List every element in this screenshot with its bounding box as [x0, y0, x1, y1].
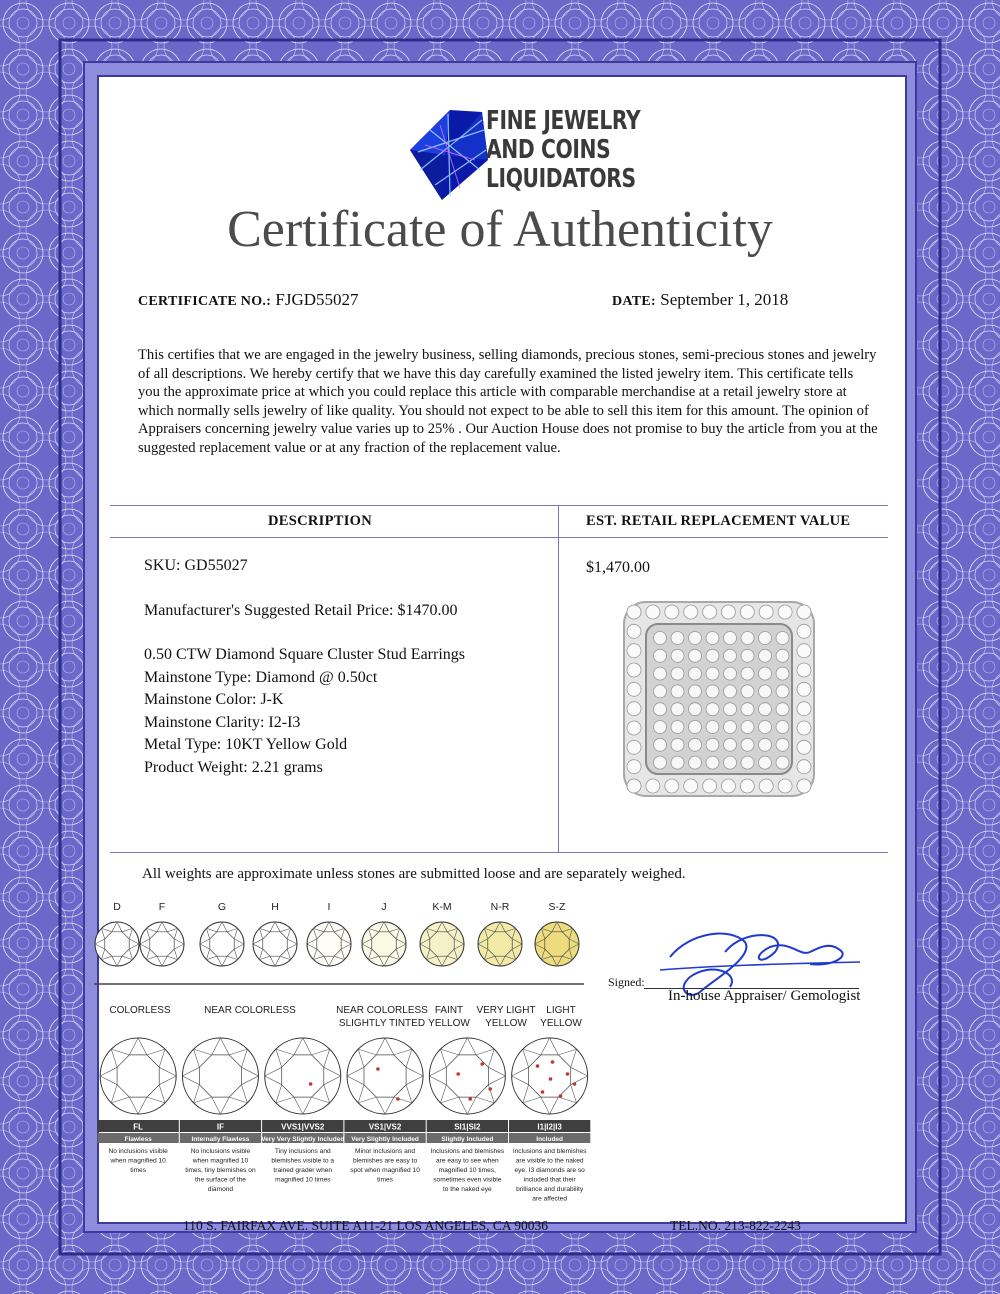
table-header-rule: [110, 537, 888, 538]
inclusion-mark: [549, 1077, 553, 1081]
pave-stone: [689, 667, 702, 680]
pave-stone: [759, 738, 772, 751]
pave-stone: [759, 649, 772, 662]
halo-stone: [797, 605, 811, 619]
clarity-description: Inclusions and blemishes: [430, 1148, 505, 1155]
inclusion-mark: [541, 1090, 545, 1094]
inclusion-mark: [468, 1097, 472, 1101]
color-group-label: YELLOW: [428, 1018, 470, 1029]
pave-stone: [671, 703, 684, 716]
halo-stone: [759, 779, 773, 793]
color-grade-diamond: [478, 922, 522, 966]
color-grade-label: H: [271, 901, 279, 913]
detail-line: 0.50 CTW Diamond Square Cluster Stud Earrings: [144, 646, 465, 663]
clarity-grade-diamond: [512, 1038, 588, 1114]
clarity-description: the surface of the: [194, 1176, 246, 1184]
halo-stone: [703, 779, 717, 793]
certification-statement: This certifies that we are engaged in the jewelry business, selling diamonds, precious stones, semi-precious stones and jewelry of all descriptions. We hereby certify that we have this day carefully examined the listed jewelry item. This certificate tells you the approximate price at which you could replace this article with comparable merchandise at a retail jewelry store at which normally sells jewelry of like quality. You should not expect to be able to sell this item for this amount. The opinion of Appraisers concerning jewelry value varies up to 25% . Our Auction House does not promise to buy the article from you at the suggested replacement value or at any fraction of the replacement value.: [138, 347, 878, 456]
color-grade-label: G: [217, 901, 227, 913]
color-grade-label: K-M: [432, 901, 452, 913]
pave-stone: [689, 756, 702, 769]
color-grade-label: S-Z: [548, 901, 566, 913]
certificate-date-value: September 1, 2018: [660, 290, 789, 309]
color-group-label: FAINT: [434, 1005, 464, 1016]
appraiser-title: In-house Appraiser/ Gemologist: [668, 988, 861, 1004]
halo-stone: [646, 605, 660, 619]
pave-stone: [776, 756, 789, 769]
pave-stone: [741, 685, 754, 698]
pave-stone: [759, 703, 772, 716]
pave-stone: [654, 632, 667, 645]
pave-stone: [706, 667, 719, 680]
pave-stone: [689, 632, 702, 645]
pave-stone: [776, 649, 789, 662]
clarity-description: trained grader when: [273, 1167, 333, 1174]
clarity-grade-diamond: [429, 1038, 505, 1114]
color-group-label: VERY LIGHT: [476, 1005, 536, 1016]
inclusion-mark: [376, 1067, 380, 1071]
color-group-label: LIGHT: [546, 1005, 576, 1016]
clarity-name: Internally Flawless: [191, 1136, 250, 1143]
clarity-description: brilliance and durability: [516, 1186, 584, 1193]
clarity-description: included that their: [523, 1176, 576, 1184]
pave-stone: [671, 649, 684, 662]
clarity-code: SI1|SI2: [454, 1122, 481, 1132]
table-bottom-rule: [110, 852, 888, 853]
halo-stone: [778, 779, 792, 793]
clarity-code: VVS1|VVS2: [281, 1122, 325, 1132]
clarity-description: when magnified 10: [192, 1157, 249, 1165]
clarity-grade-diamond: [100, 1038, 176, 1114]
color-grade-diamond: [307, 922, 351, 966]
inclusion-mark: [488, 1087, 492, 1091]
color-group-label: NEAR COLORLESS: [336, 1005, 428, 1016]
pave-stone: [689, 685, 702, 698]
clarity-description: are easy to see when: [436, 1157, 499, 1165]
clarity-code: I1|I2|I3: [537, 1122, 562, 1132]
msrp: Manufacturer's Suggested Retail Price: $1470.00: [144, 601, 458, 619]
pave-stone: [654, 685, 667, 698]
halo-stone: [797, 740, 811, 754]
color-grade-label: J: [381, 901, 387, 913]
earring-photo: [616, 594, 822, 804]
pave-stone: [776, 685, 789, 698]
certificate-number-label: CERTIFICATE NO.:: [138, 294, 272, 309]
halo-stone: [684, 605, 698, 619]
halo-stone: [778, 605, 792, 619]
clarity-description: No inclusions visible: [190, 1148, 251, 1155]
inclusion-mark: [480, 1062, 484, 1066]
pave-stone: [706, 721, 719, 734]
halo-stone: [627, 702, 641, 716]
color-grade-chart: [92, 896, 592, 1036]
pave-stone: [741, 721, 754, 734]
clarity-description: blemishes are easy to: [352, 1157, 418, 1165]
color-group-label: YELLOW: [540, 1018, 582, 1029]
certificate-date-label: DATE:: [612, 294, 657, 309]
pave-stone: [671, 721, 684, 734]
detail-line: Mainstone Type: Diamond @ 0.50ct: [144, 668, 378, 686]
halo-stone: [797, 702, 811, 716]
table-top-rule: [110, 505, 888, 506]
table-column-divider: [558, 505, 559, 853]
halo-stone: [721, 779, 735, 793]
pave-stone: [689, 649, 702, 662]
pave-stone: [724, 667, 737, 680]
color-grade-diamond: [95, 922, 139, 966]
logo-line-3: LIQUIDATORS: [486, 164, 636, 194]
detail-line: Mainstone Color: J-K: [144, 691, 284, 708]
halo-stone: [740, 605, 754, 619]
clarity-description: to the naked eye: [442, 1186, 492, 1193]
inclusion-mark: [551, 1060, 555, 1064]
halo-stone: [797, 644, 811, 658]
clarity-description: sometimes even visible: [433, 1176, 502, 1184]
footer-phone: TEL.NO. 213-822-2243: [670, 1218, 801, 1233]
pave-stone: [671, 632, 684, 645]
pave-stone: [741, 703, 754, 716]
pave-stone: [724, 632, 737, 645]
pave-stone: [689, 738, 702, 751]
halo-stone: [627, 721, 641, 735]
color-grade-label: N-R: [490, 901, 510, 913]
pave-stone: [776, 632, 789, 645]
halo-stone: [759, 605, 773, 619]
clarity-description: Inclusions and blemishes: [512, 1148, 587, 1155]
item-description: [144, 555, 465, 779]
halo-stone: [797, 624, 811, 638]
footer-address: 110 S. FAIRFAX AVE. SUITE A11-21 LOS ANGELES, CA 90036: [183, 1218, 549, 1233]
company-logo-text: [486, 107, 640, 194]
certificate-number: [138, 290, 359, 310]
certificate-date: [612, 290, 788, 310]
pave-stone: [759, 632, 772, 645]
pave-stone: [741, 649, 754, 662]
sku: SKU: GD55027: [144, 557, 248, 574]
halo-stone: [646, 779, 660, 793]
pave-stone: [706, 685, 719, 698]
clarity-description: magnified 10 times,: [438, 1167, 496, 1174]
halo-stone: [627, 740, 641, 754]
clarity-description: magnified 10 times: [275, 1176, 331, 1184]
halo-stone: [665, 605, 679, 619]
color-grade-diamond: [420, 922, 464, 966]
pave-stone: [724, 721, 737, 734]
pave-stone: [724, 756, 737, 769]
detail-line: Product Weight: 2.21 grams: [144, 758, 323, 776]
halo-stone: [721, 605, 735, 619]
pave-stone: [706, 756, 719, 769]
halo-stone: [797, 721, 811, 735]
pave-stone: [724, 703, 737, 716]
color-grade-diamond: [362, 922, 406, 966]
halo-stone: [703, 605, 717, 619]
detail-line: Mainstone Clarity: I2-I3: [144, 713, 301, 731]
clarity-description: are visible to the naked: [515, 1157, 584, 1165]
pave-stone: [776, 667, 789, 680]
signed-label: Signed:: [608, 975, 645, 989]
detail-line: Metal Type: 10KT Yellow Gold: [144, 736, 348, 753]
clarity-name: Included: [536, 1136, 564, 1143]
color-grade-diamond: [140, 922, 184, 966]
halo-stone: [627, 644, 641, 658]
clarity-description: when magnified 10: [110, 1157, 166, 1165]
replacement-value: $1,470.00: [586, 559, 650, 576]
halo-stone: [797, 760, 811, 774]
pave-stone: [671, 738, 684, 751]
color-group-label: YELLOW: [485, 1018, 527, 1029]
halo-stone: [627, 624, 641, 638]
pave-stone: [759, 721, 772, 734]
clarity-description: No inclusions visible: [108, 1148, 168, 1155]
pave-stone: [689, 721, 702, 734]
color-grade-label: D: [113, 901, 121, 913]
color-group-label: NEAR COLORLESS: [204, 1005, 296, 1016]
clarity-description: times, tiny blemishes on: [185, 1167, 256, 1174]
pave-stone: [654, 721, 667, 734]
pave-stone: [741, 667, 754, 680]
inclusion-mark: [396, 1097, 400, 1101]
pave-stone: [706, 632, 719, 645]
pave-stone: [741, 632, 754, 645]
inclusion-mark: [573, 1082, 577, 1086]
clarity-description: Minor inclusions and: [354, 1148, 416, 1155]
pave-stone: [654, 649, 667, 662]
color-grade-label: I: [327, 901, 331, 913]
inclusion-mark: [456, 1072, 460, 1076]
logo-line-2: AND COINS: [486, 135, 611, 165]
pave-stone: [776, 703, 789, 716]
halo-stone: [627, 605, 641, 619]
color-group-label: SLIGHTLY TINTED: [338, 1018, 426, 1029]
description-header: DESCRIPTION: [268, 513, 373, 529]
halo-stone: [627, 663, 641, 677]
clarity-name: Flawless: [124, 1136, 152, 1143]
halo-stone: [797, 663, 811, 677]
clarity-description: blemishes visible to a: [271, 1157, 335, 1165]
pave-stone: [741, 738, 754, 751]
weights-note: All weights are approximate unless stones are submitted loose and are separately weighed.: [142, 866, 686, 882]
pave-stone: [759, 685, 772, 698]
color-group-label: COLORLESS: [109, 1005, 171, 1016]
pave-stone: [759, 667, 772, 680]
pave-stone: [654, 667, 667, 680]
halo-stone: [627, 779, 641, 793]
inclusion-mark: [566, 1072, 570, 1076]
pave-stone: [654, 738, 667, 751]
pave-stone: [654, 703, 667, 716]
clarity-name: Slightly Included: [441, 1136, 494, 1143]
pave-stone: [706, 703, 719, 716]
pave-stone: [671, 667, 684, 680]
earring-center: [646, 624, 792, 774]
clarity-grade-diamond: [182, 1038, 258, 1114]
pave-stone: [724, 738, 737, 751]
clarity-code: IF: [216, 1122, 225, 1132]
clarity-description: Tiny inclusions and: [274, 1148, 331, 1155]
clarity-code: VS1|VS2: [368, 1122, 402, 1132]
clarity-name: Very Very Slightly Included: [261, 1136, 345, 1143]
pave-stone: [724, 649, 737, 662]
clarity-grade-diamond: [347, 1038, 423, 1114]
pave-stone: [724, 685, 737, 698]
inclusion-mark: [536, 1064, 540, 1068]
clarity-description: are affected: [532, 1195, 568, 1203]
clarity-description: diamond: [207, 1186, 234, 1193]
pave-stone: [759, 756, 772, 769]
pave-stone: [706, 649, 719, 662]
pave-stone: [654, 756, 667, 769]
halo-stone: [797, 682, 811, 696]
pave-stone: [776, 721, 789, 734]
clarity-name: Very Slightly Included: [351, 1136, 419, 1143]
clarity-description: times: [377, 1176, 393, 1184]
logo-line-1: FINE JEWELRY: [486, 106, 641, 136]
pave-stone: [741, 756, 754, 769]
pave-stone: [689, 703, 702, 716]
halo-stone: [665, 779, 679, 793]
clarity-code: FL: [133, 1122, 144, 1132]
certificate-number-value: FJGD55027: [275, 290, 359, 309]
color-grade-label: F: [158, 901, 166, 913]
inclusion-mark: [309, 1082, 313, 1086]
pave-stone: [706, 738, 719, 751]
pave-stone: [671, 756, 684, 769]
color-grade-diamond: [535, 922, 579, 966]
value-header: EST. RETAIL REPLACEMENT VALUE: [586, 513, 851, 529]
certificate-title: Certificate of Authenticity: [227, 201, 773, 258]
color-grade-diamond: [253, 922, 297, 966]
clarity-description: times: [130, 1167, 147, 1174]
pave-stone: [671, 685, 684, 698]
pave-stone: [776, 738, 789, 751]
color-grade-diamond: [200, 922, 244, 966]
halo-stone: [627, 760, 641, 774]
halo-stone: [627, 682, 641, 696]
clarity-description: eye. I3 diamonds are so: [514, 1167, 585, 1174]
halo-stone: [684, 779, 698, 793]
clarity-description: spot when magnified 10: [350, 1167, 420, 1174]
clarity-grade-chart: [97, 1030, 591, 1216]
inclusion-mark: [559, 1094, 563, 1098]
clarity-grade-diamond: [265, 1038, 341, 1114]
halo-stone: [797, 779, 811, 793]
halo-stone: [740, 779, 754, 793]
